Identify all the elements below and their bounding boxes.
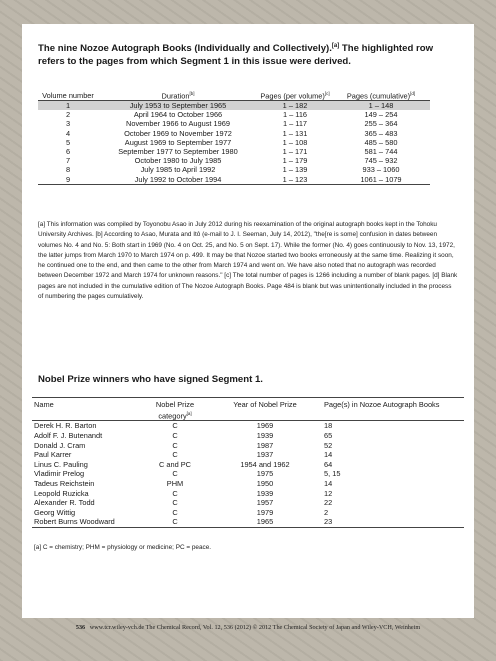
header-pages-text: Pages (per volume) <box>260 91 325 100</box>
page-sheet <box>22 24 474 618</box>
duration-cell: August 1969 to September 1977 <box>124 137 232 147</box>
name-cell: Alexander R. Todd <box>34 498 95 508</box>
year-cell: 1950 <box>256 479 274 489</box>
table1-row <box>38 147 430 156</box>
category-cell: C <box>172 450 178 460</box>
volume-cell: 7 <box>65 156 71 166</box>
year-cell: 1939 <box>256 488 274 498</box>
category-cell: C <box>172 469 178 479</box>
volume-cell: 5 <box>65 137 71 147</box>
duration-cell: October 1980 to July 1985 <box>134 156 222 166</box>
table1-row <box>38 175 430 185</box>
page-footer <box>0 624 496 631</box>
duration-cell: April 1964 to October 1966 <box>133 110 223 120</box>
table1-row <box>38 129 430 138</box>
duration-cell: July 1985 to April 1992 <box>140 165 216 175</box>
duration-cell: October 1969 to November 1972 <box>124 128 232 138</box>
pages-cell: 1 – 179 <box>282 156 308 166</box>
table2-row <box>32 441 464 451</box>
header-category-ref: [a] <box>186 411 192 416</box>
table1-title-rest: The highlighted row refers to the pages from which Segment 1 in this issue were derived. <box>38 43 434 68</box>
pages-cell: 1 – 116 <box>282 110 308 120</box>
pages-cell: 2 <box>324 507 329 517</box>
table2-row <box>32 517 464 527</box>
table2-row <box>32 479 464 489</box>
year-cell: 1939 <box>256 431 274 441</box>
table2-title: Nobel Prize winners who have signed Segment 1. <box>38 374 263 385</box>
volumes-table <box>38 80 430 185</box>
category-cell: C <box>172 498 178 508</box>
table1-row-highlighted <box>38 101 430 111</box>
cumulative-cell: 365 – 483 <box>364 128 398 138</box>
table1-header-row <box>38 80 430 101</box>
pages-cell: 14 <box>324 450 333 460</box>
header-category-text: Nobel Prize category <box>155 400 195 421</box>
year-cell: 1969 <box>256 421 274 431</box>
cumulative-cell: 745 – 932 <box>364 156 398 166</box>
table1-row <box>38 138 430 147</box>
volume-cell: 1 <box>38 101 98 111</box>
name-cell: Leopold Ruzicka <box>34 488 89 498</box>
header-cumulative-ref: [d] <box>410 90 416 96</box>
table2-footnote: [a] C = chemistry; PHM = physiology or medicine; PC = peace. <box>34 544 212 551</box>
table2-row <box>32 431 464 441</box>
name-cell: Donald J. Cram <box>34 440 86 450</box>
volume-cell: 3 <box>65 119 71 129</box>
footer-text: www.tcr.wiley-vch.de The Chemical Record, Vol. 12, 536 (2012) © 2012 The Chemical Society of Japan and Wiley-VCH, Weinheim <box>89 624 421 631</box>
name-cell: Paul Karrer <box>34 450 72 460</box>
name-cell: Adolf F. J. Butenandt <box>34 431 103 441</box>
year-cell: 1979 <box>256 507 274 517</box>
cumulative-cell: 1 – 148 <box>332 101 430 111</box>
table1-footnotes: [a] This information was compiled by Toyonobu Asao in July 2012 during his reexamination of the original autograph books kept in the Tohoku University Archives. [b] According to Asao, Murata and Itô (e-mail to J. I. Seeman, July 14, 2012), "the[re is some] confusion in dates between volumes No. 4 and No. 5: Both start in 1969 (No. 4 on Oct. 25, and No. 5 on Sept. 17). While the former (No. 4) goes continuously to Nov. 13, 1972, the latter jumps from March 1970 to March 1974 on p. 499. It may be that Nozoe started two books erroneously at the same time. Realizing it soon, he continued one to the end, and then came to the other from March 1974 and went on. We have also noted that no autograph was recorded between December 1972 and March 1974 for unknown reasons." [c] The total number of pages is 1266 including a number of blank pages. [d] Blank pages are not included in the cumulative edition of The Nozoe Autograph Books. Page 484 is blank but was unintentionally included in the process of numbering the pages cumulatively. <box>38 221 458 301</box>
header-duration-text: Duration <box>161 91 190 100</box>
volume-cell: 9 <box>38 175 98 185</box>
year-cell: 1975 <box>256 469 274 479</box>
year-cell: 1954 and 1962 <box>240 459 290 469</box>
pages-cell: 12 <box>324 488 333 498</box>
table2-row <box>32 469 464 479</box>
volume-cell: 4 <box>65 128 71 138</box>
category-cell: PHM <box>166 479 184 489</box>
cumulative-cell: 1061 – 1079 <box>332 175 430 185</box>
category-cell: C <box>172 507 178 517</box>
pages-cell: 1 – 117 <box>282 119 308 129</box>
pages-cell: 1 – 139 <box>282 165 308 175</box>
category-cell: C <box>142 517 208 527</box>
year-cell: 1965 <box>208 517 322 527</box>
pages-cell: 1 – 123 <box>258 175 332 185</box>
cumulative-cell: 581 – 744 <box>364 147 398 157</box>
pages-cell: 1 – 131 <box>282 128 308 138</box>
duration-cell: November 1966 to August 1969 <box>126 119 230 129</box>
table1-title-ref: [a] <box>331 43 340 49</box>
name-cell: Vladimir Prelog <box>34 469 85 479</box>
header-pages-ref: [c] <box>324 90 330 96</box>
cumulative-cell: 485 – 580 <box>364 137 398 147</box>
table2-row <box>32 498 464 508</box>
cumulative-cell: 933 – 1060 <box>362 165 400 175</box>
table2-row <box>32 421 464 431</box>
pages-cell: 52 <box>324 440 333 450</box>
header-pages <box>258 80 332 101</box>
header-name: Name <box>32 398 142 421</box>
table1-title-text: The nine Nozoe Autograph Books (Individually and Collectively). <box>38 43 332 55</box>
table1-row <box>38 165 430 174</box>
year-cell: 1937 <box>256 450 274 460</box>
table1-row <box>38 110 430 119</box>
category-cell: C <box>172 440 178 450</box>
year-cell: 1987 <box>256 440 274 450</box>
pages-cell: 65 <box>324 431 333 441</box>
volume-cell: 6 <box>65 147 71 157</box>
table2-row <box>32 450 464 460</box>
pages-cell: 1 – 108 <box>282 137 308 147</box>
name-cell: Tadeus Reichstein <box>34 479 95 489</box>
table2-row <box>32 460 464 470</box>
nobel-table <box>32 397 464 528</box>
header-duration <box>98 80 258 101</box>
cumulative-cell: 255 – 364 <box>364 119 398 129</box>
duration-cell: July 1992 to October 1994 <box>98 175 258 185</box>
header-category <box>142 398 208 421</box>
category-cell: C <box>172 488 178 498</box>
table1-row <box>38 119 430 128</box>
table2-row <box>32 489 464 499</box>
name-cell: Georg Wittig <box>34 507 76 517</box>
header-cumulative-text: Pages (cumulative) <box>346 91 411 100</box>
category-cell: C <box>172 431 178 441</box>
page-number: 536 <box>75 624 86 631</box>
table2-header-row <box>32 398 464 421</box>
pages-cell: 18 <box>324 421 333 431</box>
duration-cell: July 1953 to September 1965 <box>98 101 258 111</box>
duration-cell: September 1977 to September 1980 <box>118 147 238 157</box>
volume-cell: 8 <box>65 165 71 175</box>
pages-cell: 23 <box>322 517 464 527</box>
pages-cell: 5, 15 <box>324 469 341 479</box>
name-cell: Linus C. Pauling <box>34 459 88 469</box>
header-cumulative <box>332 80 430 101</box>
header-year: Year of Nobel Prize <box>208 398 322 421</box>
header-pages: Page(s) in Nozoe Autograph Books <box>322 398 464 421</box>
pages-cell: 14 <box>324 479 333 489</box>
header-duration-ref: [b] <box>189 90 195 96</box>
name-cell: Robert Burns Woodward <box>32 517 142 527</box>
year-cell: 1957 <box>256 498 274 508</box>
name-cell: Derek H. R. Barton <box>34 421 97 431</box>
pages-cell: 22 <box>324 498 333 508</box>
table2-row <box>32 508 464 518</box>
header-volume: Volume number <box>38 80 98 101</box>
category-cell: C <box>172 421 178 431</box>
category-cell: C and PC <box>158 459 192 469</box>
pages-cell: 64 <box>324 459 333 469</box>
table1-title <box>38 40 458 68</box>
cumulative-cell: 149 – 254 <box>364 110 398 120</box>
volume-cell: 2 <box>65 110 71 120</box>
table1-row <box>38 156 430 165</box>
pages-cell: 1 – 171 <box>282 147 308 157</box>
pages-cell: 1 – 182 <box>258 101 332 111</box>
